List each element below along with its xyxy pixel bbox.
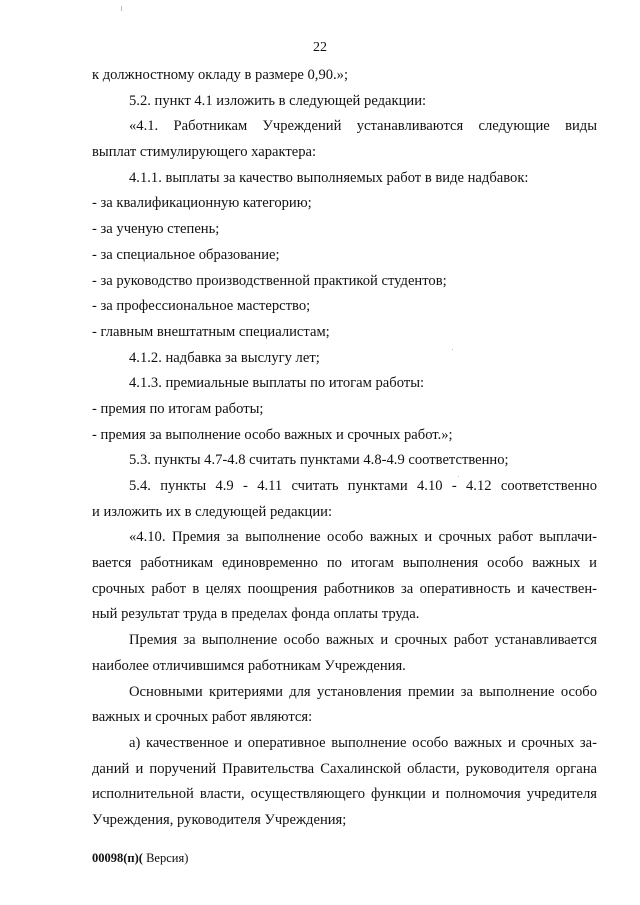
- text-line: «4.10. Премия за выполнение особо важных и срочных работ выплачи-: [129, 529, 597, 546]
- document-body: [92, 63, 597, 834]
- text-line: ный результат труда в пределах фонда оплаты труда.: [92, 606, 420, 623]
- text-line: а) качественное и оперативное выполнение особо важных и срочных за-: [129, 734, 597, 751]
- text-line: - премия за выполнение особо важных и срочных работ.»;: [92, 426, 453, 443]
- text-line: - за ученую степень;: [92, 221, 220, 238]
- document-footer: [92, 851, 188, 866]
- text-line: 5.3. пункты 4.7-4.8 считать пунктами 4.8-4.9 соответственно;: [129, 452, 509, 469]
- text-line: Учреждения, руководителя Учреждения;: [92, 811, 347, 828]
- page-number: 22: [313, 40, 327, 55]
- scan-speck: [458, 476, 459, 477]
- text-line: наиболее отличившимся работникам Учреждения.: [92, 657, 406, 674]
- text-line: 4.1.2. надбавка за выслугу лет;: [129, 349, 320, 366]
- text-line: - за специальное образование;: [92, 246, 280, 263]
- text-line: 4.1.3. премиальные выплаты по итогам работы:: [129, 375, 425, 392]
- footer-code: 00098(п)(: [92, 851, 143, 865]
- text-line: даний и поручений Правительства Сахалинской области, руководителя органа: [92, 760, 597, 777]
- text-line: Премия за выполнение особо важных и срочных работ устанавливается: [129, 632, 597, 649]
- scan-speck: [452, 349, 453, 350]
- text-line: важных и срочных работ являются:: [92, 709, 313, 726]
- text-line: - за руководство производственной практикой студентов;: [92, 272, 447, 289]
- text-line: «4.1. Работникам Учреждений устанавливаются следующие виды: [129, 118, 597, 135]
- text-line: и изложить их в следующей редакции:: [92, 503, 333, 520]
- footer-version: Версия): [142, 851, 189, 865]
- text-line: - главным внештатным специалистам;: [92, 323, 330, 340]
- text-line: срочных работ в целях поощрения работников за оперативность и качествен-: [92, 580, 597, 597]
- text-line: выплат стимулирующего характера:: [92, 144, 317, 161]
- text-line: к должностному окладу в размере 0,90.»;: [92, 67, 349, 83]
- text-line: 5.2. пункт 4.1 изложить в следующей редакции:: [129, 92, 427, 109]
- text-line: - премия по итогам работы;: [92, 400, 264, 417]
- text-line: 4.1.1. выплаты за качество выполняемых работ в виде надбавок:: [129, 169, 529, 186]
- text-line: 5.4. пункты 4.9 - 4.11 считать пунктами 4.10 - 4.12 соответственно: [129, 478, 597, 494]
- text-line: Основными критериями для установления премии за выполнение особо: [129, 683, 597, 700]
- text-line: вается работникам единовременно по итогам выполнения особо важных и: [92, 555, 597, 572]
- text-line: - за квалификационную категорию;: [92, 195, 312, 212]
- scan-speck: [121, 6, 122, 11]
- text-line: исполнительной власти, осуществляющего функции и полномочия учредителя: [92, 786, 597, 803]
- text-line: - за профессиональное мастерство;: [92, 298, 311, 315]
